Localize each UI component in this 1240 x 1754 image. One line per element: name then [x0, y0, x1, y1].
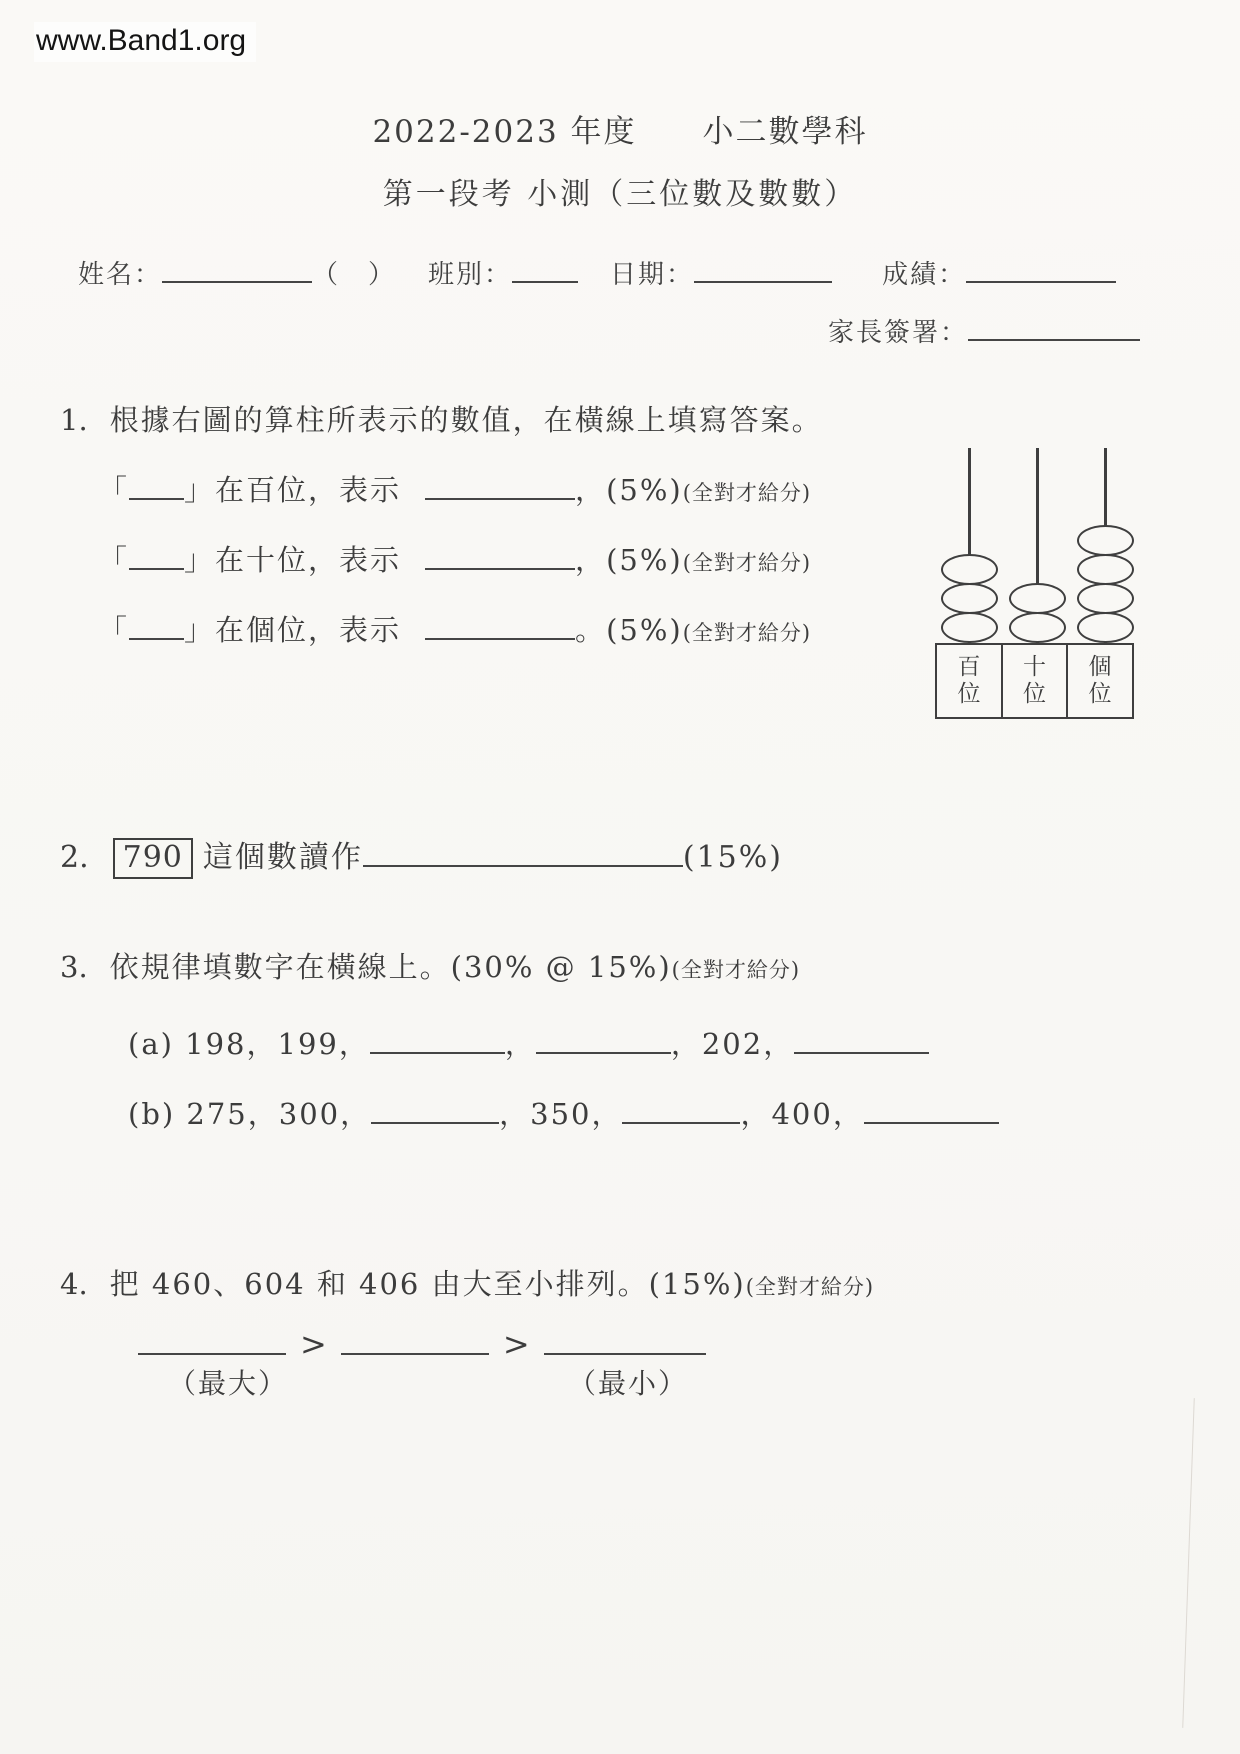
q2-answer-blank [363, 834, 683, 867]
question-4-note: (全對才給分) [745, 1275, 875, 1299]
row-punct: 。 [575, 613, 607, 647]
bracket-close: 」 [184, 473, 216, 507]
abacus-column-ones [1071, 448, 1139, 643]
question-3-note: (全對才給分) [671, 958, 801, 982]
question-1-number: 1. [60, 403, 88, 437]
q4-blank-middle [341, 1322, 489, 1355]
abacus-bead [941, 583, 998, 614]
question-1 [60, 398, 823, 439]
q1-row-tens [98, 538, 811, 579]
q3b-sequence-start: (b) 275，300， [128, 1097, 372, 1131]
row-score: (5%) [606, 473, 683, 507]
score-blank [966, 254, 1116, 283]
place-label-ones: 個位 [1066, 643, 1134, 719]
class-label: 班別： [428, 260, 513, 290]
question-3 [60, 945, 800, 986]
row-text: 在十位，表示 [215, 543, 402, 577]
bracket-open: 「 [98, 613, 130, 647]
min-label: （最小） [568, 1367, 689, 1400]
answer-blank [425, 538, 575, 570]
title-block [0, 106, 1240, 213]
q3b-sequence-mid1: ，350， [499, 1097, 623, 1131]
bracket-close: 」 [184, 613, 216, 647]
q4-blank-largest [138, 1322, 286, 1355]
exam-title-section: 第一段考 小測（三位數及數數） [382, 177, 858, 212]
q4-comparison-row [138, 1322, 706, 1363]
question-2-number: 2. [60, 840, 89, 875]
q3a-sequence-start: (a) 198，199， [128, 1027, 370, 1061]
question-1-text: 根據右圖的算柱所表示的數值，在橫線上填寫答案。 [109, 403, 823, 437]
q3a-separator: ， [504, 1027, 536, 1061]
student-info-row [78, 254, 1158, 291]
row-note: (全對才給分) [682, 481, 812, 505]
digit-blank-hundreds [129, 468, 184, 500]
abacus-bead [941, 554, 998, 585]
date-label: 日期： [610, 260, 695, 290]
row-note: (全對才給分) [682, 551, 812, 575]
parent-signature-row [828, 312, 1140, 349]
abacus-bead [1077, 612, 1134, 643]
score-label: 成績： [882, 260, 967, 290]
site-watermark: www.Band1.org [34, 22, 256, 62]
q1-row-hundreds [98, 468, 811, 509]
q3b-sequence-mid2: ，400， [740, 1097, 864, 1131]
boxed-number: 790 [113, 838, 193, 879]
date-blank [694, 254, 832, 283]
digit-blank-ones [129, 608, 184, 640]
q3a-blank-3 [794, 1022, 929, 1054]
question-2 [60, 832, 783, 879]
abacus-beads-ones [1077, 527, 1134, 643]
abacus-beads-tens [1009, 585, 1066, 643]
abacus-diagram [935, 448, 1141, 719]
place-label-hundreds: 百位 [935, 643, 1003, 719]
question-2-text: 這個數讀作 [202, 840, 363, 875]
abacus-column-tens [1003, 448, 1071, 643]
abacus-bead [941, 612, 998, 643]
answer-blank [425, 608, 575, 640]
row-punct: ， [575, 473, 607, 507]
question-3-text: 依規律填數字在橫線上。(30% @ 15%) [109, 950, 672, 984]
name-blank [162, 254, 312, 283]
greater-than-sign: > [502, 1324, 530, 1363]
row-punct: ， [575, 543, 607, 577]
q3-row-a [128, 1022, 929, 1063]
bracket-open: 「 [98, 473, 130, 507]
q3b-blank-1 [371, 1092, 499, 1124]
bracket-close: 」 [184, 543, 216, 577]
abacus-bead [1077, 525, 1134, 556]
bracket-open: 「 [98, 543, 130, 577]
parent-signature-label: 家長簽署： [828, 318, 969, 348]
q3-row-b [128, 1092, 999, 1133]
name-label: 姓名： [78, 260, 163, 290]
row-note: (全對才給分) [682, 621, 812, 645]
abacus-column-hundreds [935, 448, 1003, 643]
q1-row-ones [98, 608, 811, 649]
question-4-text: 把 460、604 和 406 由大至小排列。(15%) [109, 1267, 746, 1301]
question-2-score: (15%) [682, 840, 783, 875]
question-3-number: 3. [60, 950, 88, 984]
digit-blank-tens [129, 538, 184, 570]
q3a-blank-2 [536, 1022, 671, 1054]
abacus-bead [1077, 583, 1134, 614]
abacus-place-labels [935, 643, 1141, 719]
exam-title-year: 2022-2023 年度 小二數學科 [372, 114, 868, 150]
abacus-rods-area [935, 448, 1141, 643]
row-score: (5%) [606, 613, 683, 647]
parent-signature-blank [968, 312, 1140, 341]
question-4-number: 4. [60, 1267, 88, 1301]
abacus-beads-hundreds [941, 556, 998, 643]
row-text: 在個位，表示 [215, 613, 402, 647]
row-score: (5%) [606, 543, 683, 577]
abacus-bead [1009, 612, 1066, 643]
greater-than-sign: > [300, 1324, 327, 1363]
place-label-tens: 十位 [1001, 643, 1069, 719]
answer-blank [425, 468, 575, 500]
scan-crease-artifact [1182, 1398, 1195, 1728]
max-label: （最大） [168, 1367, 289, 1400]
q3b-blank-3 [864, 1092, 999, 1124]
abacus-bead [1077, 554, 1134, 585]
question-4 [60, 1262, 874, 1303]
q4-blank-smallest [544, 1322, 706, 1355]
class-number-parens: （ ） [312, 260, 397, 290]
q3b-blank-2 [622, 1092, 740, 1124]
q3a-blank-1 [370, 1022, 505, 1054]
q3a-sequence-mid: ，202， [670, 1027, 795, 1061]
row-text: 在百位，表示 [215, 473, 402, 507]
abacus-bead [1009, 583, 1066, 614]
class-blank [512, 254, 578, 283]
